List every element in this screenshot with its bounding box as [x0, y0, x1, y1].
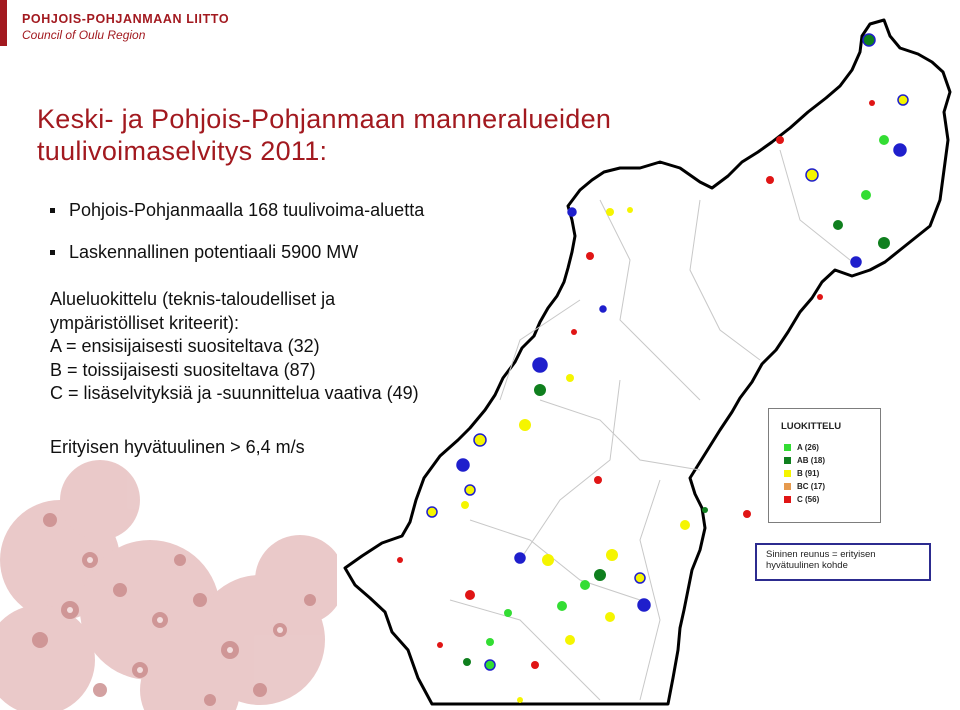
legend-swatch — [784, 496, 791, 503]
slide-title-line1: Keski- ja Pohjois-Pohjanmaan manneralueiden — [37, 104, 612, 134]
bullet-item: Pohjois-Pohjanmaalla 168 tuulivoima-aluetta — [50, 200, 424, 221]
note-line2: hyvätuulinen kohde — [766, 560, 848, 571]
legend-swatch — [784, 483, 791, 490]
bullet-item: Laskennallinen potentiaali 5900 MW — [50, 242, 358, 263]
legend-item: B (91) — [784, 469, 819, 479]
wind-threshold-note: Erityisen hyvätuulinen > 6,4 m/s — [50, 437, 305, 457]
note-line1: Sininen reunus = erityisen — [766, 549, 876, 560]
slide-title-line2: tuulivoimaselvitys 2011: — [37, 136, 328, 166]
legend-item: A (26) — [784, 443, 819, 453]
legend-swatch — [784, 457, 791, 464]
org-name: POHJOIS-POHJANMAAN LIITTO — [22, 12, 230, 26]
logo-bar — [0, 0, 7, 46]
legend-item: AB (18) — [784, 456, 825, 466]
slide-title — [37, 103, 611, 167]
org-name-english: Council of Oulu Region — [22, 28, 146, 42]
map-legend — [768, 408, 881, 523]
blue-border-note — [755, 543, 931, 581]
legend-title: LUOKITTELU — [781, 421, 842, 432]
legend-item: BC (17) — [784, 482, 825, 492]
legend-swatch — [784, 470, 791, 477]
classification-text: Alueluokittelu (teknis-taloudelliset ja ympäristölliset kriteerit): A = ensisijaisesti suositeltava (32) B = toissijaisesti suositeltava (87) C = lisäselvityksiä ja -suunnittelua vaativa (49) — [50, 289, 419, 403]
legend-swatch — [784, 444, 791, 451]
legend-item: C (56) — [784, 495, 819, 505]
